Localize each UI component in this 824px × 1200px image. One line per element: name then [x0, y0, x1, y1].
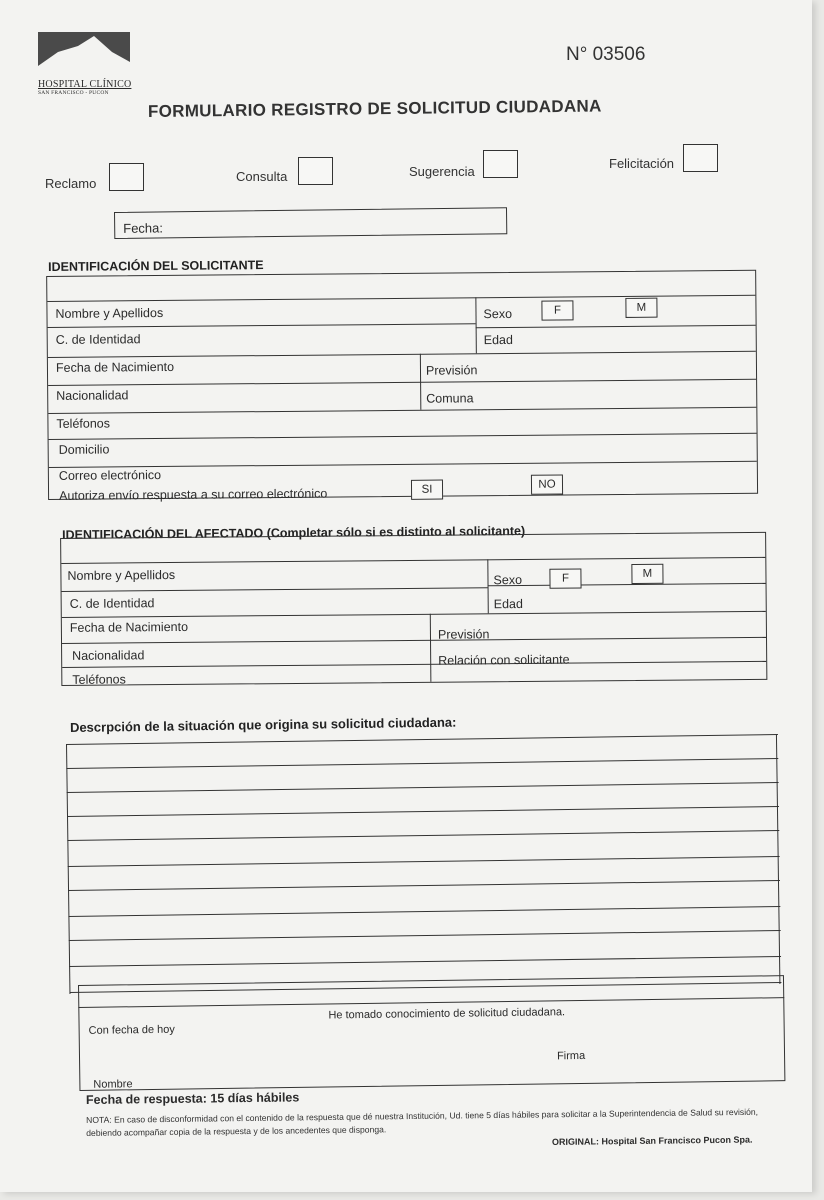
con-fecha-label: Con fecha de hoy — [88, 1023, 175, 1037]
fecha-field[interactable] — [114, 207, 507, 239]
solicitante-autoriza-label: Autoriza envío respuesta a su correo electrónico — [59, 486, 328, 503]
solicitante-nombre-label: Nombre y Apellidos — [55, 305, 164, 321]
reclamo-label: Reclamo — [45, 176, 97, 191]
solicitante-section — [46, 252, 760, 504]
logo-subtitle: SAN FRANCISCO - PUCON — [38, 90, 109, 96]
firma-label: Firma — [556, 1049, 586, 1063]
sugerencia-checkbox[interactable] — [483, 150, 518, 178]
nota-text: NOTA: En caso de disconformidad con el contenido de la respuesta que dé nuestra Institución, Ud. tiene 5 días hábiles para solicitar a la Superintendencia de Salud su revisión, debiendo acompañar copia de la respuesta y de los ancedentes que disponga. — [86, 1106, 759, 1138]
solicitante-correo-label: Correo electrónico — [58, 468, 162, 483]
solicitante-sexo-label: Sexo — [483, 306, 513, 322]
solicitante-nacionalidad-label: Nacionalidad — [56, 388, 129, 403]
solicitante-edad-label: Edad — [483, 332, 513, 348]
afectado-title: IDENTIFICACIÓN DEL AFECTADO (Completar sólo si es distinto al solicitante) — [62, 523, 526, 542]
afectado-telefonos-label: Teléfonos — [72, 672, 126, 687]
consulta-checkbox[interactable] — [298, 157, 333, 185]
solicitante-table — [46, 270, 758, 503]
afectado-prevision-label: Previsión — [437, 627, 490, 642]
solicitante-comuna-label: Comuna — [426, 391, 474, 406]
afectado-sexo-f-box[interactable]: F — [549, 568, 581, 588]
firma-block — [78, 975, 785, 1093]
fecha-label: Fecha: — [123, 220, 164, 236]
original-label: ORIGINAL: Hospital San Francisco Pucon Spa. — [551, 1134, 753, 1147]
solicitante-title: IDENTIFICACIÓN DEL SOLICITANTE — [48, 258, 264, 274]
conocimiento-label: He tomado conocimiento de solicitud ciudadana. — [328, 1006, 566, 1022]
descripcion-lines[interactable] — [66, 734, 781, 994]
solicitante-identidad-label: C. de Identidad — [55, 332, 141, 347]
afectado-table — [60, 532, 767, 686]
folio-number: N° 03506 — [566, 44, 646, 65]
afectado-sexo-label: Sexo — [493, 572, 523, 588]
afectado-section — [60, 520, 769, 694]
solicitante-domicilio-label: Domicilio — [58, 442, 110, 457]
solicitante-prevision-label: Previsión — [425, 363, 478, 378]
autoriza-si-box[interactable]: SI — [411, 480, 443, 500]
afectado-edad-label: Edad — [493, 596, 523, 612]
solicitante-nacimiento-label: Fecha de Nacimiento — [55, 359, 175, 375]
afectado-identidad-label: C. de Identidad — [69, 596, 155, 611]
form-title: FORMULARIO REGISTRO DE SOLICITUD CIUDADANA — [147, 96, 602, 121]
hospital-logo — [38, 32, 132, 96]
afectado-sexo-m-box[interactable]: M — [631, 564, 663, 584]
autoriza-no-box[interactable]: NO — [531, 474, 563, 494]
afectado-nacimiento-label: Fecha de Nacimiento — [69, 619, 189, 635]
consulta-label: Consulta — [236, 169, 288, 184]
sugerencia-label: Sugerencia — [409, 164, 475, 179]
afectado-nombre-label: Nombre y Apellidos — [67, 567, 176, 583]
solicitante-sexo-f-box[interactable]: F — [541, 300, 573, 320]
felicitacion-checkbox[interactable] — [683, 144, 718, 172]
solicitante-telefonos-label: Teléfonos — [56, 416, 111, 431]
fecha-respuesta: Fecha de respuesta: 15 días hábiles — [85, 1090, 300, 1107]
afectado-relacion-label: Relación con solicitante — [438, 652, 570, 668]
mountain-logo-icon — [38, 32, 130, 78]
felicitacion-label: Felicitación — [609, 156, 675, 171]
descripcion-title: Descrpción de la situación que origina su solicitud ciudadana: — [69, 714, 457, 735]
nombre-label: Nombre — [93, 1078, 133, 1091]
afectado-nacionalidad-label: Nacionalidad — [72, 648, 145, 663]
logo-name: HOSPITAL CLÍNICO — [38, 79, 132, 90]
reclamo-checkbox[interactable] — [109, 163, 144, 191]
solicitante-sexo-m-box[interactable]: M — [625, 298, 657, 318]
